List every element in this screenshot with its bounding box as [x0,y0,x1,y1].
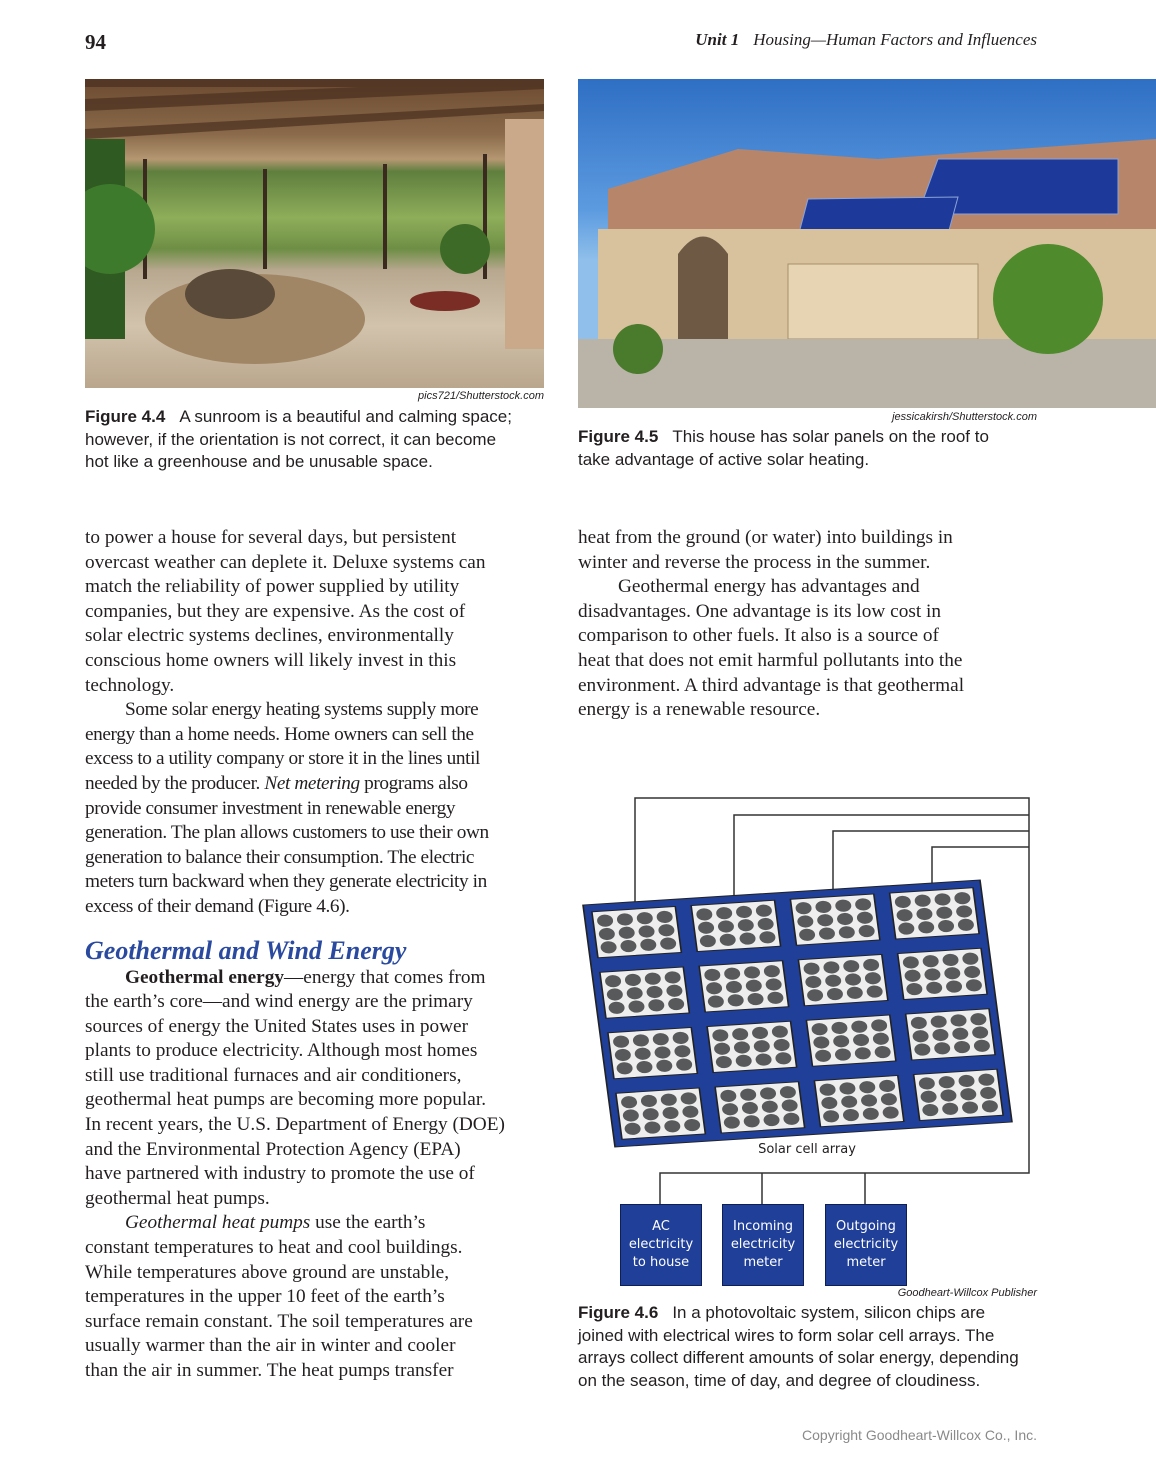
ac-electricity-box [620,1204,702,1286]
caption-line: In a photovoltaic system, silicon chips are [672,1303,986,1322]
box-line: Outgoing [836,1219,896,1234]
text-line: energy is a renewable resource. [578,699,821,721]
figure-4-5-credit: jessicakirsh/Shutterstock.com [892,411,1037,423]
text-line: excess to a utility company or store it in the lines until [85,748,481,770]
text-line: companies, but they are expensive. As the cost of [85,600,466,622]
text-line: to power a house for several days, but persistent [85,527,457,548]
text-line: Geothermal energy has advantages and [618,576,920,598]
box-line: AC [652,1219,670,1234]
text-line: generation. The plan allows customers to use their own [85,822,489,844]
caption-line: joined with electrical wires to form solar cell arrays. The [578,1325,995,1345]
caption-line: This house has solar panels on the roof to [672,427,989,446]
text-line: geothermal heat pumps are becoming more popular. [85,1089,487,1111]
figure-label: Figure 4.6 [578,1303,659,1322]
text-line: and the Environmental Protection Agency (EPA) [85,1138,461,1160]
text-line: generation to balance their consumption. The electric [85,846,475,868]
box-line: meter [743,1255,783,1270]
box-line: electricity [833,1237,899,1252]
figure-label: Figure 4.4 [85,407,166,426]
text-line: sources of energy the United States uses in power [85,1015,469,1037]
figure-4-6-caption [578,1302,1058,1392]
text-line: surface remain constant. The soil temperatures are [85,1310,473,1332]
term-net-metering: Net metering [264,772,360,794]
text-line: winter and reverse the process in the summer. [578,551,931,573]
solar-cell-array [583,880,1012,1147]
box-line: electricity [730,1237,796,1252]
text-line: geothermal heat pumps. [85,1187,270,1209]
page-number: 94 [85,30,106,54]
caption-line: however, if the orientation is not correct, it can become [85,429,497,449]
caption-line: on the season, time of day, and degree of cloudiness. [578,1370,981,1390]
box-line: to house [632,1255,690,1270]
text-line: still use traditional furnaces and air conditioners, [85,1064,462,1086]
text-line: provide consumer investment in renewable energy [85,797,456,819]
text-line: environment. A third advantage is that geothermal [578,674,965,696]
text-line: heat that does not emit harmful pollutants into the [578,649,963,671]
text-line: overcast weather can deplete it. Deluxe systems can [85,551,486,573]
caption-line: hot like a greenhouse and be unusable space. [85,452,433,471]
term-geothermal-energy: Geothermal energy [125,966,285,988]
array-label: Solar cell array [758,1142,856,1157]
text-line: heat from the ground (or water) into buildings in [578,527,953,548]
text-line: conscious home owners will likely invest in this [85,649,457,671]
copyright: Copyright Goodheart-Willcox Co., Inc. [802,1427,1037,1443]
unit-title: Housing—Human Factors and Influences [753,30,1037,49]
caption-line: A sunroom is a beautiful and calming space; [179,407,512,426]
text-run: needed by the producer. [85,772,265,794]
term-geothermal-heat-pumps: Geothermal heat pumps [125,1212,311,1234]
unit-label: Unit 1 [695,30,740,49]
text-line: temperatures in the upper 10 feet of the earth’s [85,1286,445,1308]
text-line: match the reliability of power supplied by utility [85,576,460,598]
text-line: disadvantages. One advantage is its low cost in [578,600,942,622]
text-line: Some solar energy heating systems supply more [125,699,479,721]
box-line: Incoming [733,1219,793,1234]
figure-label: Figure 4.5 [578,427,659,446]
text-line: plants to produce electricity. Although most homes [85,1040,478,1062]
figure-4-6-credit: Goodheart-Willcox Publisher [897,1287,1037,1299]
section-heading: Geothermal and Wind Energy [85,935,407,965]
caption-line: arrays collect different amounts of solar energy, depending [578,1348,1019,1367]
box-line: meter [846,1255,886,1270]
text-line: the earth’s core—and wind energy are the primary [85,991,473,1013]
text-line: While temperatures above ground are unstable, [85,1261,450,1283]
text-run: use the earth’s [310,1212,426,1234]
text-run: —energy that comes from [284,966,486,988]
text-line: In recent years, the U.S. Department of Energy (DOE) [85,1114,505,1136]
text-run: programs also [359,772,468,794]
text-line: have partnered with industry to promote the use of [85,1163,475,1185]
text-line: constant temperatures to heat and cool buildings. [85,1237,463,1259]
box-line: electricity [628,1237,694,1252]
text-line: excess of their demand (Figure 4.6). [85,895,350,917]
figure-4-4-credit: pics721/Shutterstock.com [418,390,544,402]
text-line: energy than a home needs. Home owners can sell the [85,723,474,745]
outgoing-meter-box [825,1204,907,1286]
text-line: comparison to other fuels. It also is a source of [578,625,939,647]
incoming-meter-box [722,1204,804,1286]
text-line: usually warmer than the air in winter and cooler [85,1335,456,1357]
text-line: meters turn backward when they generate electricity in [85,871,487,893]
caption-line: take advantage of active solar heating. [578,449,870,469]
text-line: technology. [85,674,175,696]
text-line: solar electric systems declines, environmentally [85,625,454,647]
text-line: than the air in summer. The heat pumps transfer [85,1360,454,1381]
